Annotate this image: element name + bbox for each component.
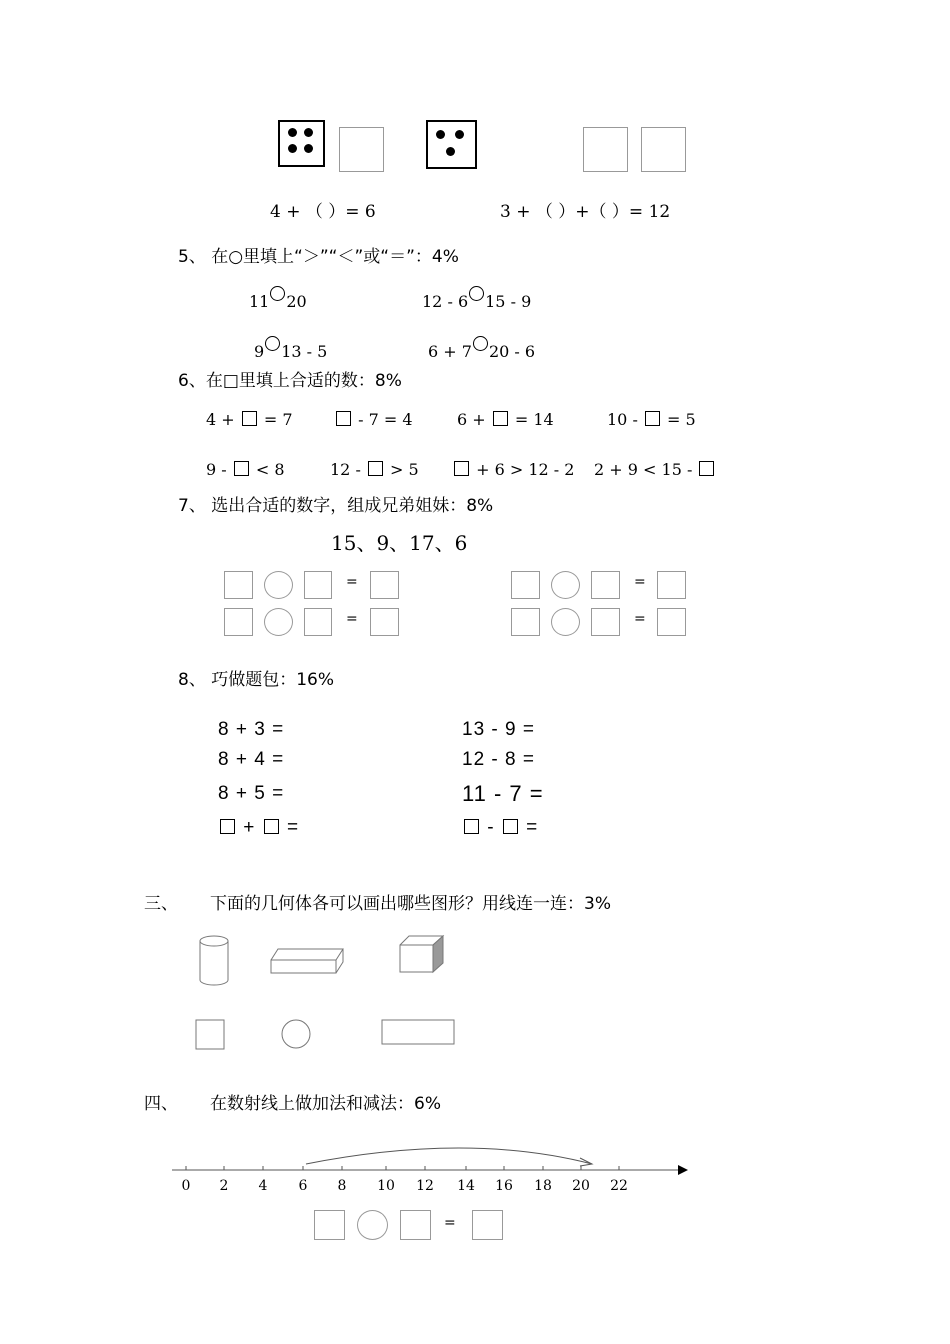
cylinder-shape[interactable]	[200, 936, 228, 985]
answer-box[interactable]	[400, 1210, 431, 1240]
answer-box[interactable]	[511, 571, 540, 599]
answer-box[interactable]	[641, 127, 686, 172]
answer-box[interactable]	[511, 608, 540, 636]
equals-sign: =	[634, 611, 646, 627]
equals-sign: =	[444, 1215, 456, 1231]
q8-right-1: 13 - 9 =	[462, 719, 535, 740]
q6-item-8: 2 + 9 < 15 -	[594, 460, 716, 479]
square-shape[interactable]	[196, 1020, 224, 1049]
fill-box[interactable]	[336, 411, 351, 426]
circle-shape[interactable]	[282, 1020, 310, 1048]
q8-left-4: + =	[218, 817, 299, 839]
answer-box[interactable]	[591, 608, 620, 636]
tick-label: 6	[298, 1178, 308, 1194]
tick-label: 12	[416, 1178, 434, 1194]
answer-box[interactable]	[657, 608, 686, 636]
answer-box[interactable]	[370, 608, 399, 636]
equals-sign: =	[634, 574, 646, 590]
answer-box[interactable]	[314, 1210, 345, 1240]
q7-numbers: 15、9、17、6	[331, 531, 468, 555]
tick-label: 2	[219, 1178, 229, 1194]
q5-item-4: 6 + 7 20 - 6	[428, 336, 535, 361]
operator-circle[interactable]	[551, 571, 580, 599]
q6-item-2: - 7 = 4	[334, 410, 413, 429]
answer-box[interactable]	[224, 608, 253, 636]
fill-box[interactable]	[454, 461, 469, 476]
compare-circle[interactable]	[265, 336, 280, 351]
geometry-shapes	[190, 930, 460, 1060]
tick-label: 4	[258, 1178, 268, 1194]
q6-title: 6、在□里填上合适的数：8%	[178, 371, 402, 391]
tick-label: 8	[337, 1178, 347, 1194]
q8-title: 8、 巧做题包：16%	[178, 670, 335, 690]
compare-circle[interactable]	[469, 286, 484, 301]
q8-left-1: 8 + 3 =	[218, 719, 285, 740]
answer-box[interactable]	[224, 571, 253, 599]
q8-right-3: 11 - 7 =	[462, 781, 544, 806]
tick-label: 20	[572, 1178, 590, 1194]
fill-box[interactable]	[242, 411, 257, 426]
rectangle-shape[interactable]	[382, 1020, 454, 1044]
tick-label: 18	[534, 1178, 552, 1194]
dice-equation-2-clipped: 3 + （ ）+（ ）= 12	[500, 202, 671, 222]
number-line	[168, 1140, 698, 1180]
operator-circle[interactable]	[551, 608, 580, 636]
arrow-head-icon	[678, 1165, 688, 1175]
fill-box[interactable]	[493, 411, 508, 426]
die-four	[278, 120, 325, 167]
tick-label: 22	[610, 1178, 628, 1194]
tick-label: 14	[457, 1178, 475, 1194]
q8-right-4: - =	[462, 817, 538, 839]
equals-sign: =	[346, 574, 358, 590]
cube-shape[interactable]	[400, 936, 443, 972]
fill-box[interactable]	[234, 461, 249, 476]
q6-item-5: 9 - < 8	[206, 460, 285, 479]
q6-item-7: + 6 > 12 - 2	[452, 460, 574, 479]
operator-circle[interactable]	[357, 1210, 388, 1240]
q5-item-3: 9 13 - 5	[254, 336, 327, 361]
cuboid-shape[interactable]	[271, 949, 343, 973]
q6-item-4: 10 - = 5	[607, 410, 696, 429]
fill-box[interactable]	[699, 461, 714, 476]
q6-item-1: 4 + = 7	[206, 410, 293, 429]
answer-box[interactable]	[370, 571, 399, 599]
answer-box[interactable]	[583, 127, 628, 172]
fill-box[interactable]	[464, 819, 479, 834]
q8-right-2: 12 - 8 =	[462, 749, 535, 770]
fill-box[interactable]	[503, 819, 518, 834]
q5-item-2: 12 - 6 15 - 9	[422, 286, 531, 311]
section-3-title: 下面的几何体各可以画出哪些图形？用线连一连：3%	[210, 894, 611, 914]
q5-item-1: 11 20	[249, 286, 307, 311]
tick-label: 10	[377, 1178, 395, 1194]
q8-left-2: 8 + 4 =	[218, 749, 285, 770]
answer-box[interactable]	[591, 571, 620, 599]
answer-box[interactable]	[657, 571, 686, 599]
tick-label: 16	[495, 1178, 513, 1194]
fill-box[interactable]	[368, 461, 383, 476]
compare-circle[interactable]	[270, 286, 285, 301]
section-3-number: 三、	[144, 894, 178, 914]
section-4-title: 在数射线上做加法和减法：6%	[210, 1094, 441, 1114]
fill-box[interactable]	[645, 411, 660, 426]
answer-box[interactable]	[472, 1210, 503, 1240]
fill-box[interactable]	[220, 819, 235, 834]
q6-item-6: 12 - > 5	[330, 460, 419, 479]
die-three	[426, 120, 477, 169]
operator-circle[interactable]	[264, 608, 293, 636]
answer-box[interactable]	[339, 127, 384, 172]
equals-sign: =	[346, 611, 358, 627]
q5-title: 5、 在○里填上“＞”“＜”或“＝”：4%	[178, 247, 459, 267]
answer-box[interactable]	[304, 571, 332, 599]
q7-title: 7、 选出合适的数字，组成兄弟姐妹：8%	[178, 496, 494, 516]
section-4-number: 四、	[144, 1094, 178, 1114]
answer-box[interactable]	[304, 608, 332, 636]
tick-label: 0	[181, 1178, 191, 1194]
fill-box[interactable]	[264, 819, 279, 834]
operator-circle[interactable]	[264, 571, 293, 599]
compare-circle[interactable]	[473, 336, 488, 351]
dice-equation-1-clipped: 4 + （ ）= 6	[270, 202, 376, 222]
q8-left-3: 8 + 5 =	[218, 783, 285, 804]
q6-item-3: 6 + = 14	[457, 410, 554, 429]
